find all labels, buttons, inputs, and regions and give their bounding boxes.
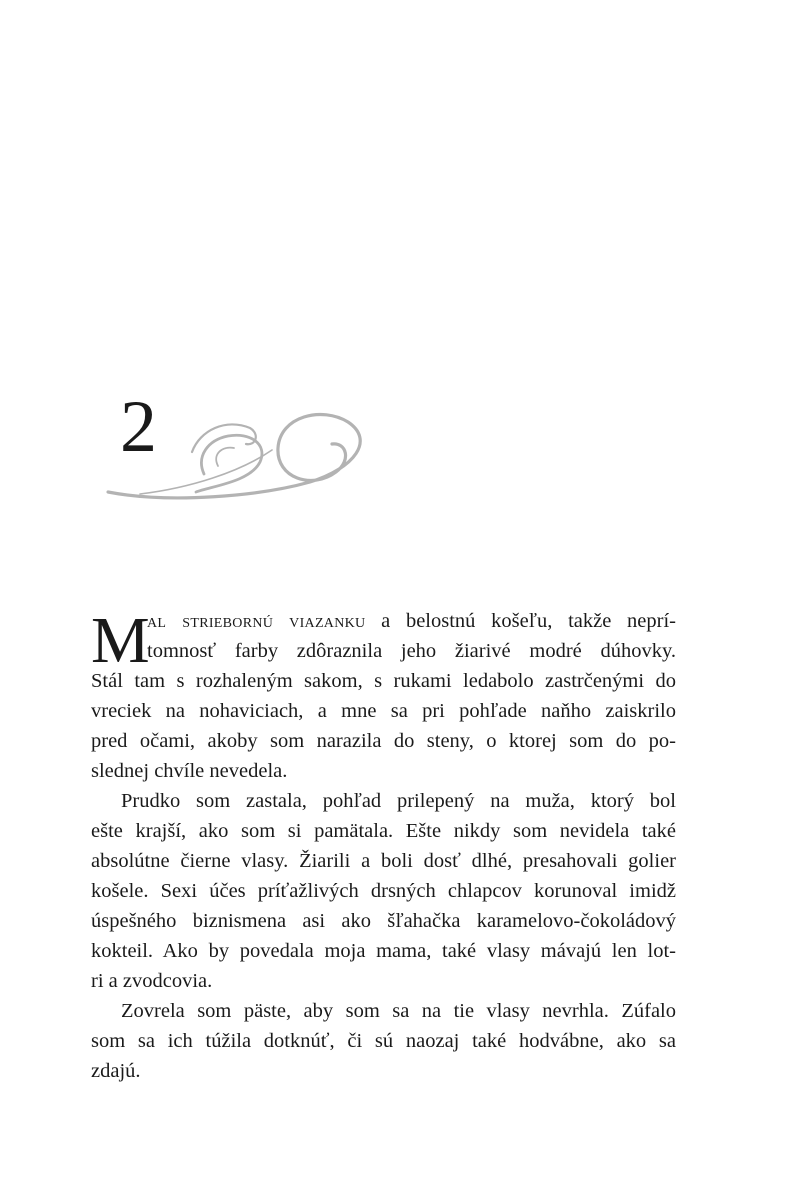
chapter-number: 2 — [120, 386, 157, 468]
paragraph — [91, 996, 676, 1086]
text-line: kokteil. Ako by povedala moja mama, také vlasy mávajú len lot- — [91, 940, 676, 962]
chapter-heading — [100, 386, 400, 510]
text-line: ešte krajší, ako som si pamätala. Ešte nikdy som nevidela také — [91, 820, 676, 842]
text-line: absolútne čierne vlasy. Žiarili a boli dosť dlhé, presahovali golier — [91, 850, 676, 872]
text-line — [91, 606, 676, 636]
text-line: vreciek na nohaviciach, a mne sa pri pohľade naňho zaiskrilo — [91, 700, 676, 722]
text-line: zdajú. — [91, 1060, 141, 1082]
text-line: tomnosť farby zdôraznila jeho žiarivé modré dúhovky. — [147, 640, 676, 662]
chapter-body — [91, 606, 676, 1086]
paragraph — [91, 606, 676, 786]
text-line: som sa ich túžila dotknúť, či sú naozaj také hodvábne, ako sa — [91, 1030, 676, 1052]
paragraph — [91, 786, 676, 996]
text-line: slednej chvíle nevedela. — [91, 760, 288, 782]
text-line: pred očami, akoby som narazila do steny, o ktorej som do po- — [91, 730, 676, 752]
text-line: Prudko som zastala, pohľad prilepený na muža, ktorý bol — [121, 790, 676, 812]
small-caps-lead-in: al striebornú viazanku — [147, 610, 366, 632]
text-line: Stál tam s rozhaleným sakom, s rukami ledabolo zastrčenými do — [91, 670, 676, 692]
text-line-segment: a belostnú košeľu, takže neprí- — [365, 610, 676, 632]
text-line: ri a zvodcovia. — [91, 970, 213, 992]
drop-cap: M — [91, 604, 150, 677]
text-line: košele. Sexi účes príťažlivých drsných chlapcov korunoval imidž — [91, 880, 676, 902]
text-line: úspešného biznismena asi ako šľahačka karamelovo-čokoládový — [91, 910, 676, 932]
text-line: Zovrela som päste, aby som sa na tie vlasy nevrhla. Zúfalo — [121, 1000, 676, 1022]
